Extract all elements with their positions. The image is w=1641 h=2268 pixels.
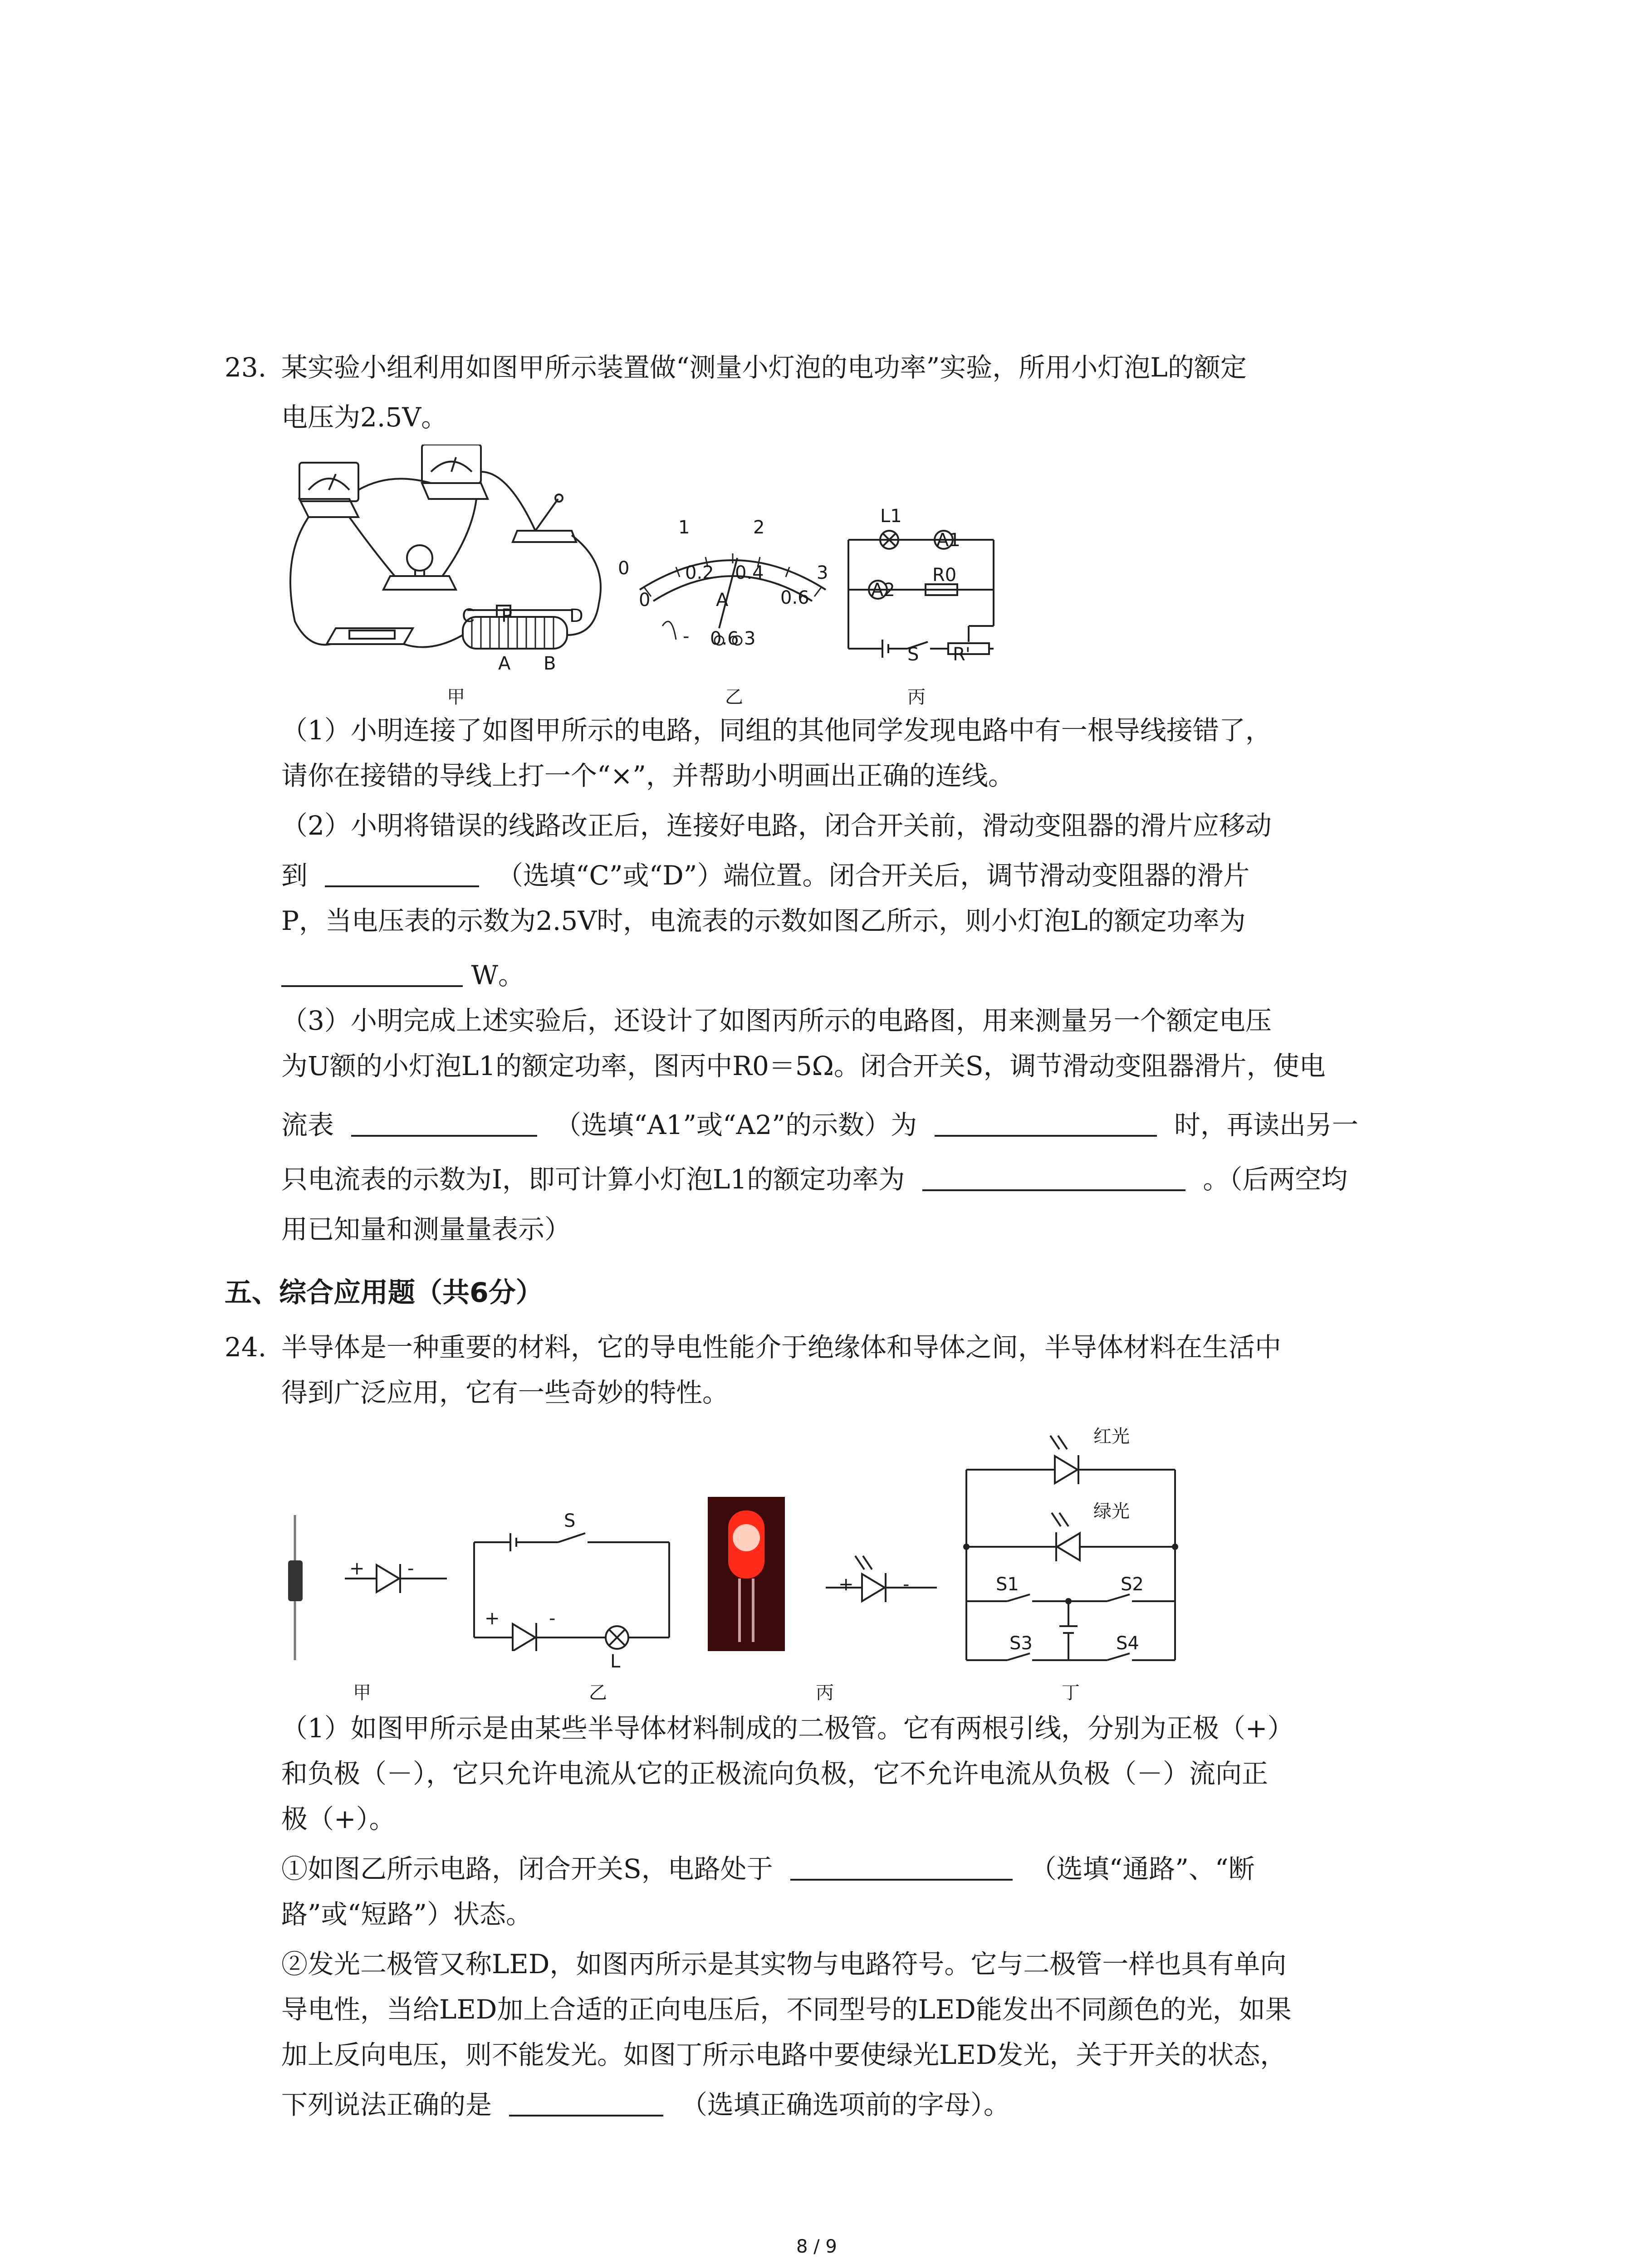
- ammeter-scale-0-6: 0.6: [780, 587, 809, 608]
- q24-sub1-text-b: （选填“通路”、“断: [1030, 1853, 1255, 1884]
- q24-figure-ding-circuit: [957, 1420, 1184, 1674]
- q23-fig-jia-letter-d: D: [569, 606, 583, 626]
- q24-fig-label-bing: 丙: [816, 1682, 834, 1703]
- q24-sub1-text-a: ①如图乙所示电路，闭合开关S，电路处于: [281, 1853, 773, 1884]
- q24-sub2-line2: 导电性，当给LED加上合适的正向电压后，不同型号的LED能发出不同颜色的光，如果: [281, 1994, 1292, 2025]
- q23-part3-line5: 用已知量和测量量表示）: [281, 1214, 571, 1245]
- q24-fig-bing-plus: +: [838, 1574, 854, 1595]
- q23-fig-jia-letter-c: C: [462, 606, 475, 626]
- circuit-label-a2: A2: [871, 580, 895, 601]
- q24-figure-yi-circuit: [467, 1529, 676, 1651]
- q24-fig-jia-minus: -: [407, 1558, 414, 1579]
- q24-fig-ding-green-label: 绿光: [1093, 1501, 1130, 1522]
- q24-fig-yi-plus: +: [485, 1608, 500, 1629]
- q24-part1-line3: 极（+）。: [281, 1804, 396, 1834]
- q23-answer-blank-1[interactable]: [325, 858, 479, 887]
- q23-fig-label-jia: 甲: [447, 687, 465, 708]
- q24-fig-ding-s2: S2: [1121, 1574, 1144, 1595]
- q24-answer-blank-2[interactable]: [509, 2087, 663, 2116]
- ammeter-letter-a: A: [716, 590, 729, 611]
- q23-answer-blank-4[interactable]: [935, 1108, 1157, 1137]
- q23-part3-text-d: 只电流表的示数为I，即可计算小灯泡L1的额定功率为: [281, 1164, 905, 1195]
- circuit-label-l1: L1: [880, 506, 902, 527]
- ammeter-terminal-minus: -: [683, 626, 690, 647]
- q24-fig-jia-plus: +: [349, 1558, 365, 1579]
- q24-part1-line2: 和负极（－），它只允许电流从它的正极流向负极，它不允许电流从负极（－）流向正: [281, 1758, 1269, 1789]
- q23-answer-blank-3[interactable]: [351, 1108, 537, 1137]
- q23-part3-text-a: 流表: [281, 1110, 334, 1140]
- q24-fig-ding-s3: S3: [1009, 1633, 1033, 1654]
- q24-fig-label-ding: 丁: [1062, 1682, 1080, 1703]
- circuit-label-r: R': [953, 644, 970, 665]
- ammeter-scale-0-4: 0.4: [735, 562, 764, 583]
- q24-sub2-text-b: （选填正确选项前的字母）。: [681, 2089, 1010, 2120]
- q23-part2-line2: [281, 857, 1249, 894]
- question-23-number: 23.: [225, 352, 267, 383]
- q23-part3-line3: [281, 1107, 1358, 1143]
- q24-sub2-text-a: 下列说法正确的是: [281, 2089, 492, 2120]
- q24-intro-line1: 半导体是一种重要的材料，它的导电性能介于绝缘体和导体之间，半导体材料在生活中: [281, 1332, 1282, 1363]
- q23-part3-text-e: 。（后两空均: [1203, 1164, 1348, 1195]
- ammeter-scale-1: 1: [678, 517, 690, 538]
- q24-sub1-line1: [281, 1851, 1255, 1887]
- q23-fig-jia-letter-a: A: [498, 653, 511, 674]
- ammeter-terminal-3: 3: [744, 628, 756, 649]
- q23-figure-bing-circuit: [839, 513, 1012, 667]
- ammeter-scale-0-2: 0.2: [685, 562, 714, 583]
- ammeter-terminal-0-6: 0.6: [710, 628, 739, 649]
- q24-answer-blank-1[interactable]: [790, 1852, 1013, 1881]
- q24-fig-yi-switch-s: S: [564, 1510, 576, 1531]
- q24-fig-ding-s4: S4: [1116, 1633, 1139, 1654]
- q23-answer-blank-2[interactable]: [281, 958, 463, 987]
- q23-part3-line4: [281, 1161, 1347, 1198]
- q23-part2-line3: P，当电压表的示数为2.5V时，电流表的示数如图乙所示，则小灯泡L的额定功率为: [281, 905, 1246, 936]
- q24-fig-label-yi: 乙: [589, 1682, 607, 1703]
- q23-intro-line1: 某实验小组利用如图甲所示装置做“测量小灯泡的电功率”实验，所用小灯泡L的额定: [281, 352, 1247, 383]
- q23-part2-unit: W。: [471, 960, 525, 991]
- q23-part2-line1: （2）小明将错误的线路改正后，连接好电路，闭合开关前，滑动变阻器的滑片应移动: [281, 810, 1272, 841]
- q23-part3-text-c: 时，再读出另一: [1174, 1110, 1358, 1140]
- ammeter-scale-3: 3: [817, 562, 828, 583]
- ammeter-scale-2: 2: [753, 517, 765, 538]
- q23-part3-line1: （3）小明完成上述实验后，还设计了如图丙所示的电路图，用来测量另一个额定电压: [281, 1005, 1272, 1036]
- q24-sub2-line4: [281, 2087, 1010, 2123]
- q24-sub2-line3: 加上反向电压，则不能发光。如图丁所示电路中要使绿光LED发光，关于开关的状态，: [281, 2039, 1287, 2070]
- q23-part3-line2: 为U额的小灯泡L1的额定功率，图丙中R0＝5Ω。闭合开关S，调节滑动变阻器滑片，使电: [281, 1051, 1326, 1081]
- q24-figure-jia-diode: [277, 1515, 458, 1660]
- q24-fig-ding-red-label: 红光: [1093, 1426, 1130, 1447]
- q24-intro-line2: 得到广泛应用，它有一些奇妙的特性。: [281, 1377, 729, 1408]
- ammeter-scale-0: 0: [618, 558, 630, 579]
- q23-figure-jia: [281, 445, 608, 658]
- q23-part2-text-b: （选填“C”或“D”）端位置。闭合开关后，调节滑动变阻器的滑片: [496, 860, 1250, 891]
- q24-fig-label-jia: 甲: [353, 1682, 371, 1703]
- q23-part1-line2: 请你在接错的导线上打一个“×”，并帮助小明画出正确的连线。: [281, 760, 1014, 791]
- q23-fig-jia-letter-p: P: [501, 606, 513, 626]
- q23-fig-jia-letter-b: B: [544, 653, 556, 674]
- q23-part2-line4: [281, 957, 524, 993]
- page-number: 8 / 9: [796, 2236, 837, 2257]
- ammeter-scale-0: 0: [639, 590, 651, 611]
- circuit-label-a1: A1: [936, 530, 960, 551]
- q23-answer-blank-5[interactable]: [922, 1162, 1185, 1191]
- q24-part1-line1: （1）如图甲所示是由某些半导体材料制成的二极管。它有两根引线，分别为正极（+）: [281, 1713, 1294, 1744]
- circuit-label-r0: R0: [932, 565, 957, 586]
- q24-sub1-line2: 路”或“短路”）状态。: [281, 1899, 532, 1930]
- q24-fig-ding-s1: S1: [996, 1574, 1019, 1595]
- q24-sub2-line1: ②发光二极管又称LED，如图丙所示是其实物与电路符号。它与二极管一样也具有单向: [281, 1949, 1287, 1980]
- question-24-number: 24.: [225, 1332, 267, 1363]
- q23-intro-line2: 电压为2.5V。: [281, 402, 448, 433]
- q23-part3-text-b: （选填“A1”或“A2”的示数）为: [554, 1110, 917, 1140]
- q23-fig-label-yi: 乙: [725, 687, 743, 708]
- q24-fig-yi-minus: -: [549, 1608, 556, 1629]
- q23-part2-text-a: 到: [281, 860, 308, 891]
- q24-fig-bing-minus: -: [903, 1574, 910, 1595]
- q23-part1-line1: （1）小明连接了如图甲所示的电路，同组的其他同学发现电路中有一根导线接错了，: [281, 715, 1272, 746]
- q24-fig-yi-lamp-l: L: [610, 1651, 621, 1672]
- circuit-label-s: S: [907, 644, 919, 665]
- q23-fig-label-bing: 丙: [907, 687, 926, 708]
- section-5-title: 五、综合应用题（共6分）: [225, 1277, 543, 1309]
